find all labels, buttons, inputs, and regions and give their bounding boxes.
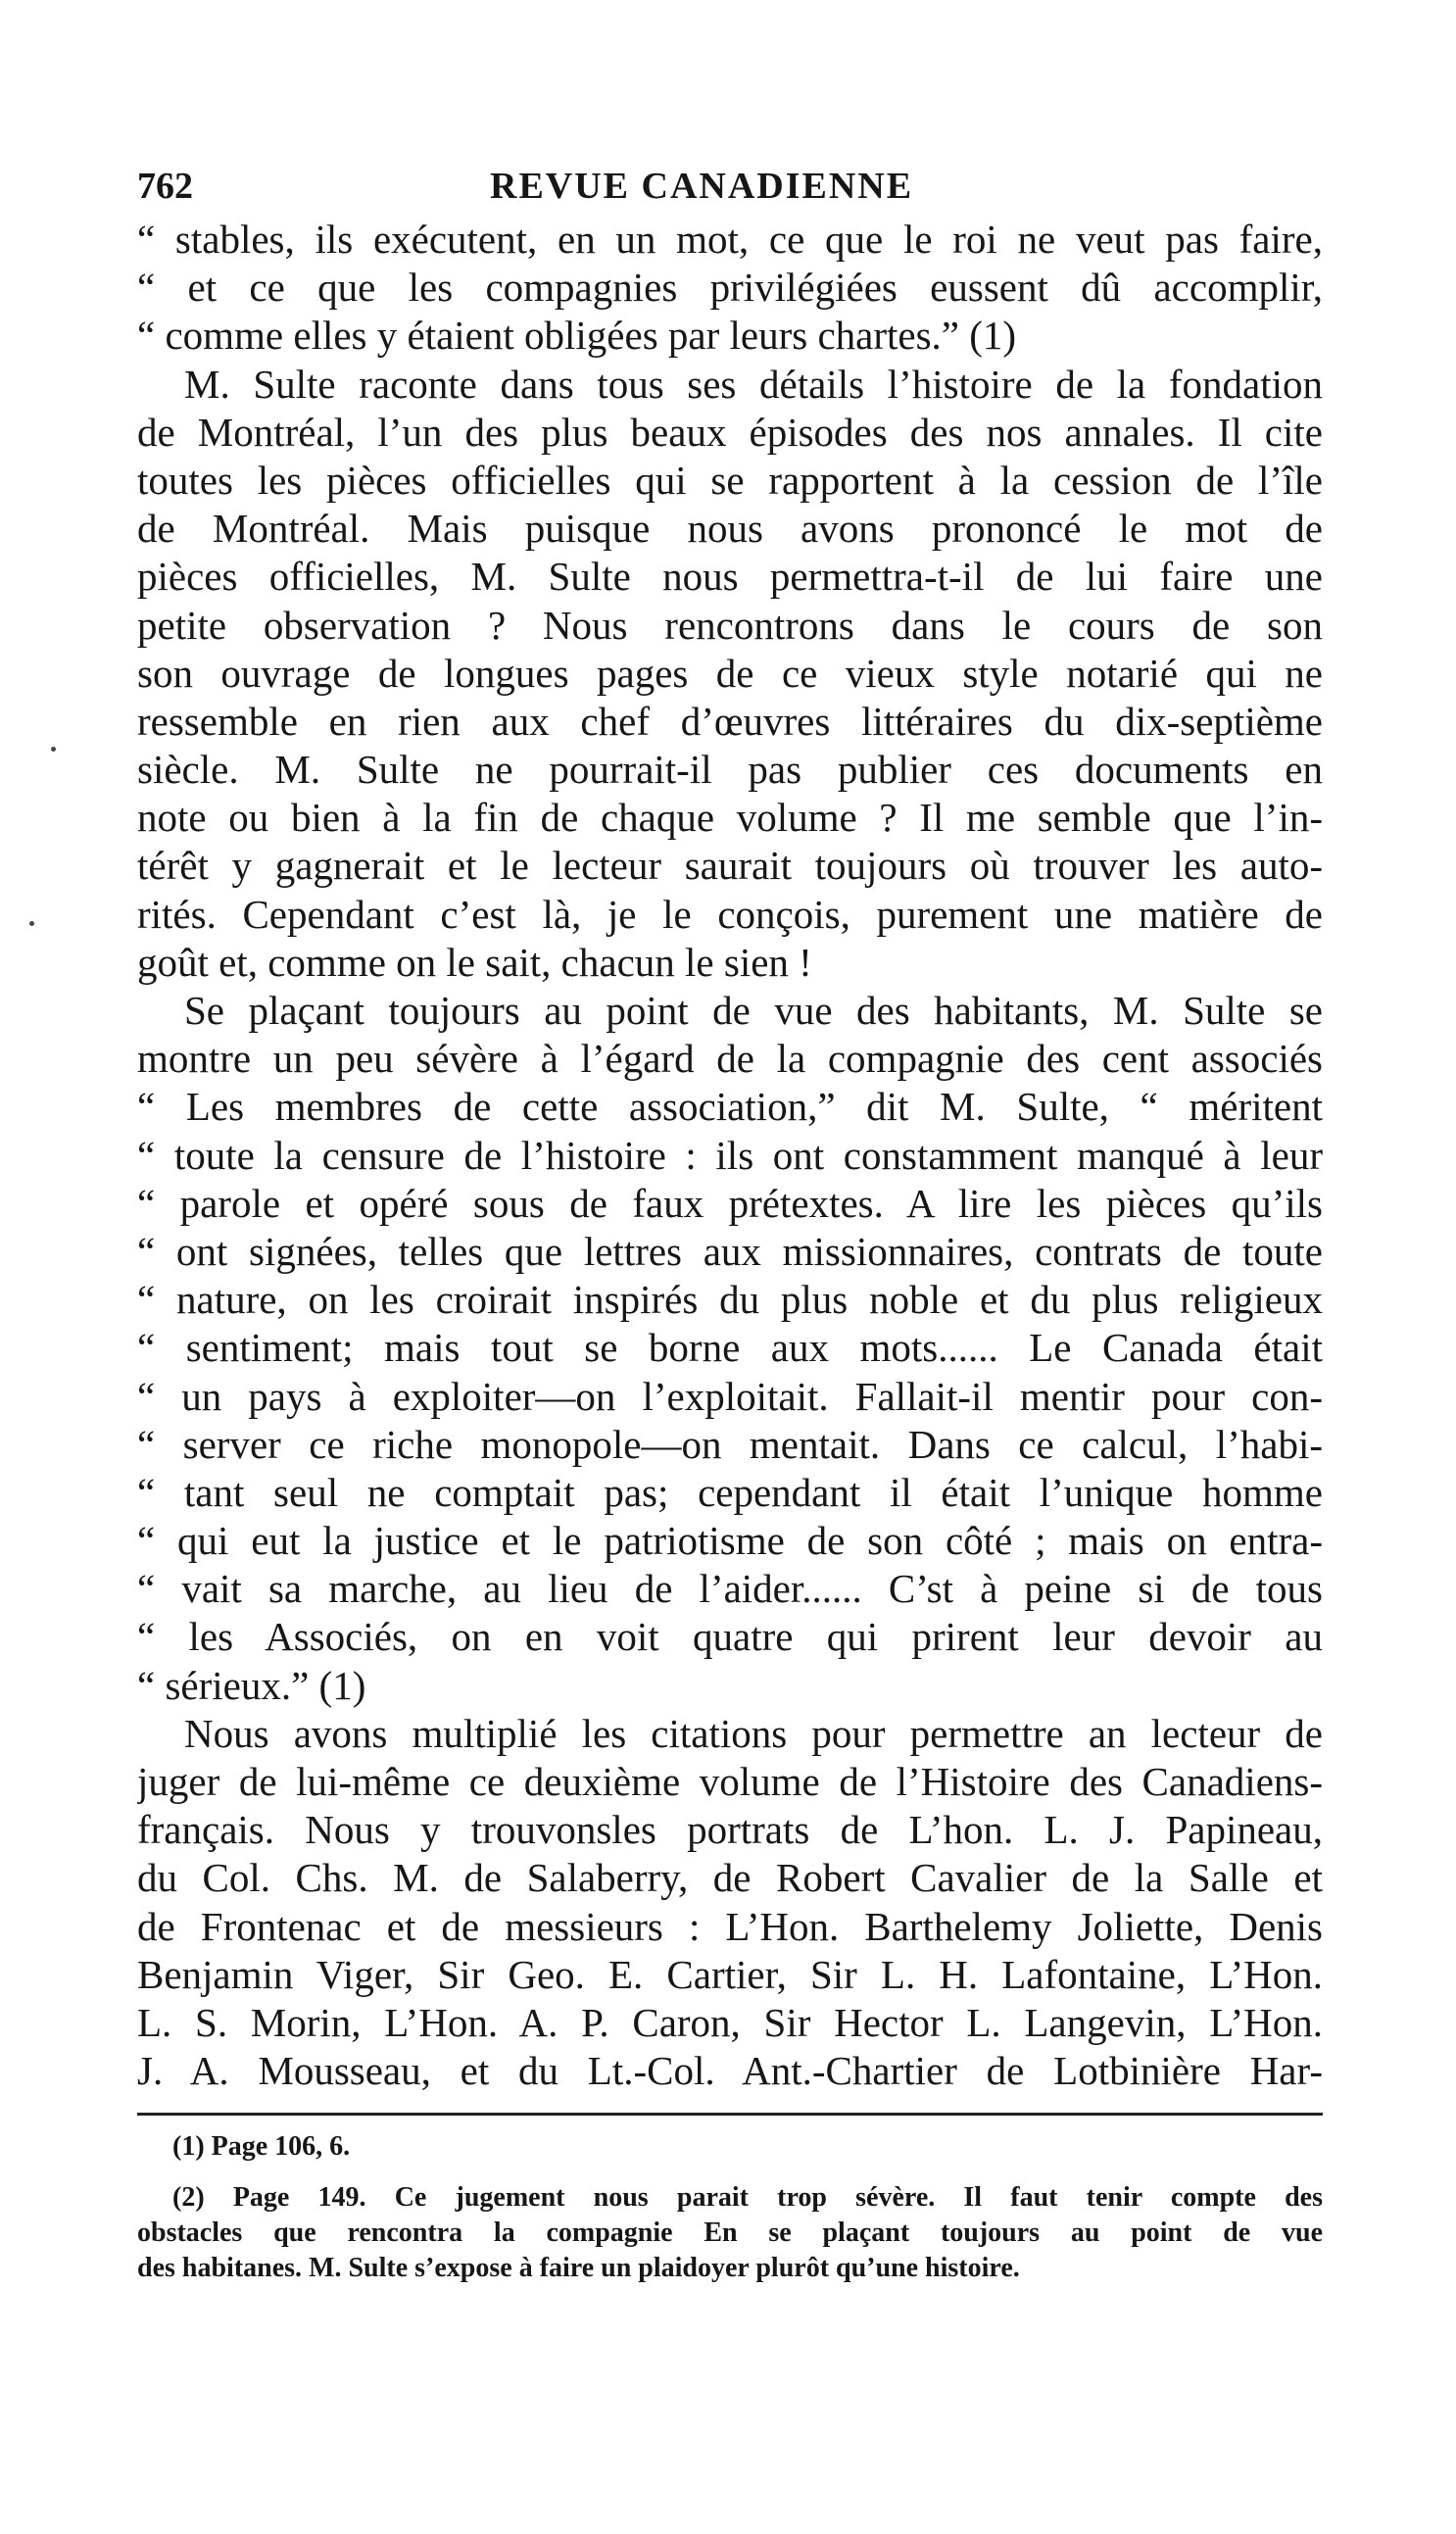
text-line: de Montréal, l’un des plus beaux épisodes des nos annales. Il cite: [137, 409, 1323, 455]
book-page: [137, 157, 1323, 2286]
text-line: juger de lui-même ce deuxième volume de l’Histoire des Canadiens-: [137, 1759, 1323, 1804]
text-line: de Montréal. Mais puisque nous avons prononcé le mot de: [137, 506, 1323, 552]
text-line: “ parole et opéré sous de faux prétextes. A lire les pièces qu’ils: [137, 1180, 1323, 1226]
text-line: Nous avons multiplié les citations pour permettre an lecteur de: [184, 1710, 1323, 1756]
text-line: pièces officielles, M. Sulte nous permettra-t-il de lui faire une: [137, 554, 1323, 600]
text-line: J. A. Mousseau, et du Lt.-Col. Ant.-Chartier de Lotbinière Har-: [137, 2048, 1323, 2094]
text-line: térêt y gagnerait et le lecteur saurait toujours où trouver les auto-: [137, 843, 1323, 889]
text-line: “ sentiment; mais tout se borne aux mots...... Le Canada était: [137, 1325, 1323, 1371]
text-line: français. Nous y trouvonsles portrats de L’hon. L. J. Papineau,: [137, 1807, 1323, 1853]
text-line: “ qui eut la justice et le patriotisme de son côté ; mais on entra-: [137, 1518, 1323, 1564]
text-line: ressemble en rien aux chef d’œuvres littéraires du dix-septième: [137, 698, 1323, 744]
print-speck: [51, 747, 56, 752]
paragraph-quote-continuation: [137, 216, 1323, 361]
text-line: “ sérieux.” (1): [137, 1662, 366, 1708]
paragraph-fondation-montreal: [137, 361, 1323, 987]
footnote-2-line: (2) Page 149. Ce jugement nous parait trop sévère. Il faut tenir compte des: [172, 2182, 1323, 2214]
footnotes: [137, 2129, 1323, 2286]
text-line: son ouvrage de longues pages de ce vieux style notarié qui ne: [137, 650, 1323, 696]
text-line: petite observation ? Nous rencontrons dans le cours de son: [137, 602, 1323, 648]
body-text: [137, 216, 1323, 2095]
footnote-1: (1) Page 106, 6.: [172, 2131, 351, 2163]
paragraph-compagnie-cent-associes: [137, 987, 1323, 1710]
footnote-2-line: des habitanes. M. Sulte s’expose à faire un plaidoyer plurôt qu’une histoire.: [137, 2253, 1020, 2284]
text-line: “ server ce riche monopole—on mentait. Dans ce calcul, l’habi-: [137, 1421, 1323, 1467]
page-number: 762: [137, 166, 193, 207]
text-line: “ les Associés, on en voit quatre qui prirent leur devoir au: [137, 1614, 1323, 1660]
running-title: REVUE CANADIENNE: [490, 166, 914, 207]
text-line: “ tant seul ne comptait pas; cependant il était l’unique homme: [137, 1469, 1323, 1515]
text-line: “ nature, on les croirait inspirés du plus noble et du plus religieux: [137, 1277, 1323, 1323]
text-line: rités. Cependant c’est là, je le conçois, purement une matière de: [137, 891, 1323, 937]
text-line: goût et, comme on le sait, chacun le sien !: [137, 939, 812, 985]
text-line: “ un pays à exploiter—on l’exploitait. Fallait-il mentir pour con-: [137, 1373, 1323, 1419]
text-line: toutes les pièces officielles qui se rapportent à la cession de l’île: [137, 457, 1323, 503]
text-line: siècle. M. Sulte ne pourrait-il pas publier ces documents en: [137, 747, 1323, 793]
text-line: “ Les membres de cette association,” dit M. Sulte, “ méritent: [137, 1084, 1323, 1130]
page-header: [137, 157, 1323, 216]
footnote-rule: [137, 2113, 1323, 2116]
text-line: Se plaçant toujours au point de vue des habitants, M. Sulte se: [184, 988, 1323, 1033]
text-line: “ et ce que les compagnies privilégiées eussent dû accomplir,: [137, 265, 1323, 311]
text-line: note ou bien à la fin de chaque volume ? Il me semble que l’in-: [137, 795, 1323, 841]
text-line: M. Sulte raconte dans tous ses détails l’histoire de la fondation: [184, 361, 1323, 407]
text-line: “ stables, ils exécutent, en un mot, ce que le roi ne veut pas faire,: [137, 217, 1323, 262]
text-line: de Frontenac et de messieurs : L’Hon. Barthelemy Joliette, Denis: [137, 1903, 1323, 1949]
text-line: L. S. Morin, L’Hon. A. P. Caron, Sir Hector L. Langevin, L’Hon.: [137, 1999, 1323, 2045]
text-line: “ ont signées, telles que lettres aux missionnaires, contrats de toute: [137, 1228, 1323, 1274]
text-line: “ toute la censure de l’histoire : ils ont constamment manqué à leur: [137, 1132, 1323, 1178]
text-line: montre un peu sévère à l’égard de la compagnie des cent associés: [137, 1036, 1323, 1082]
text-line: “ vait sa marche, au lieu de l’aider...... C’st à peine si de tous: [137, 1566, 1323, 1612]
footnote-2-line: obstacles que rencontra la compagnie En se plaçant toujours au point de vue: [137, 2217, 1323, 2249]
text-line: “ comme elles y étaient obligées par leurs chartes.” (1): [137, 313, 1017, 359]
text-line: Benjamin Viger, Sir Geo. E. Cartier, Sir L. H. Lafontaine, L’Hon.: [137, 1951, 1323, 1997]
paragraph-portraits: [137, 1710, 1323, 2096]
print-speck: [29, 921, 34, 926]
text-line: du Col. Chs. M. de Salaberry, de Robert Cavalier de la Salle et: [137, 1855, 1323, 1901]
